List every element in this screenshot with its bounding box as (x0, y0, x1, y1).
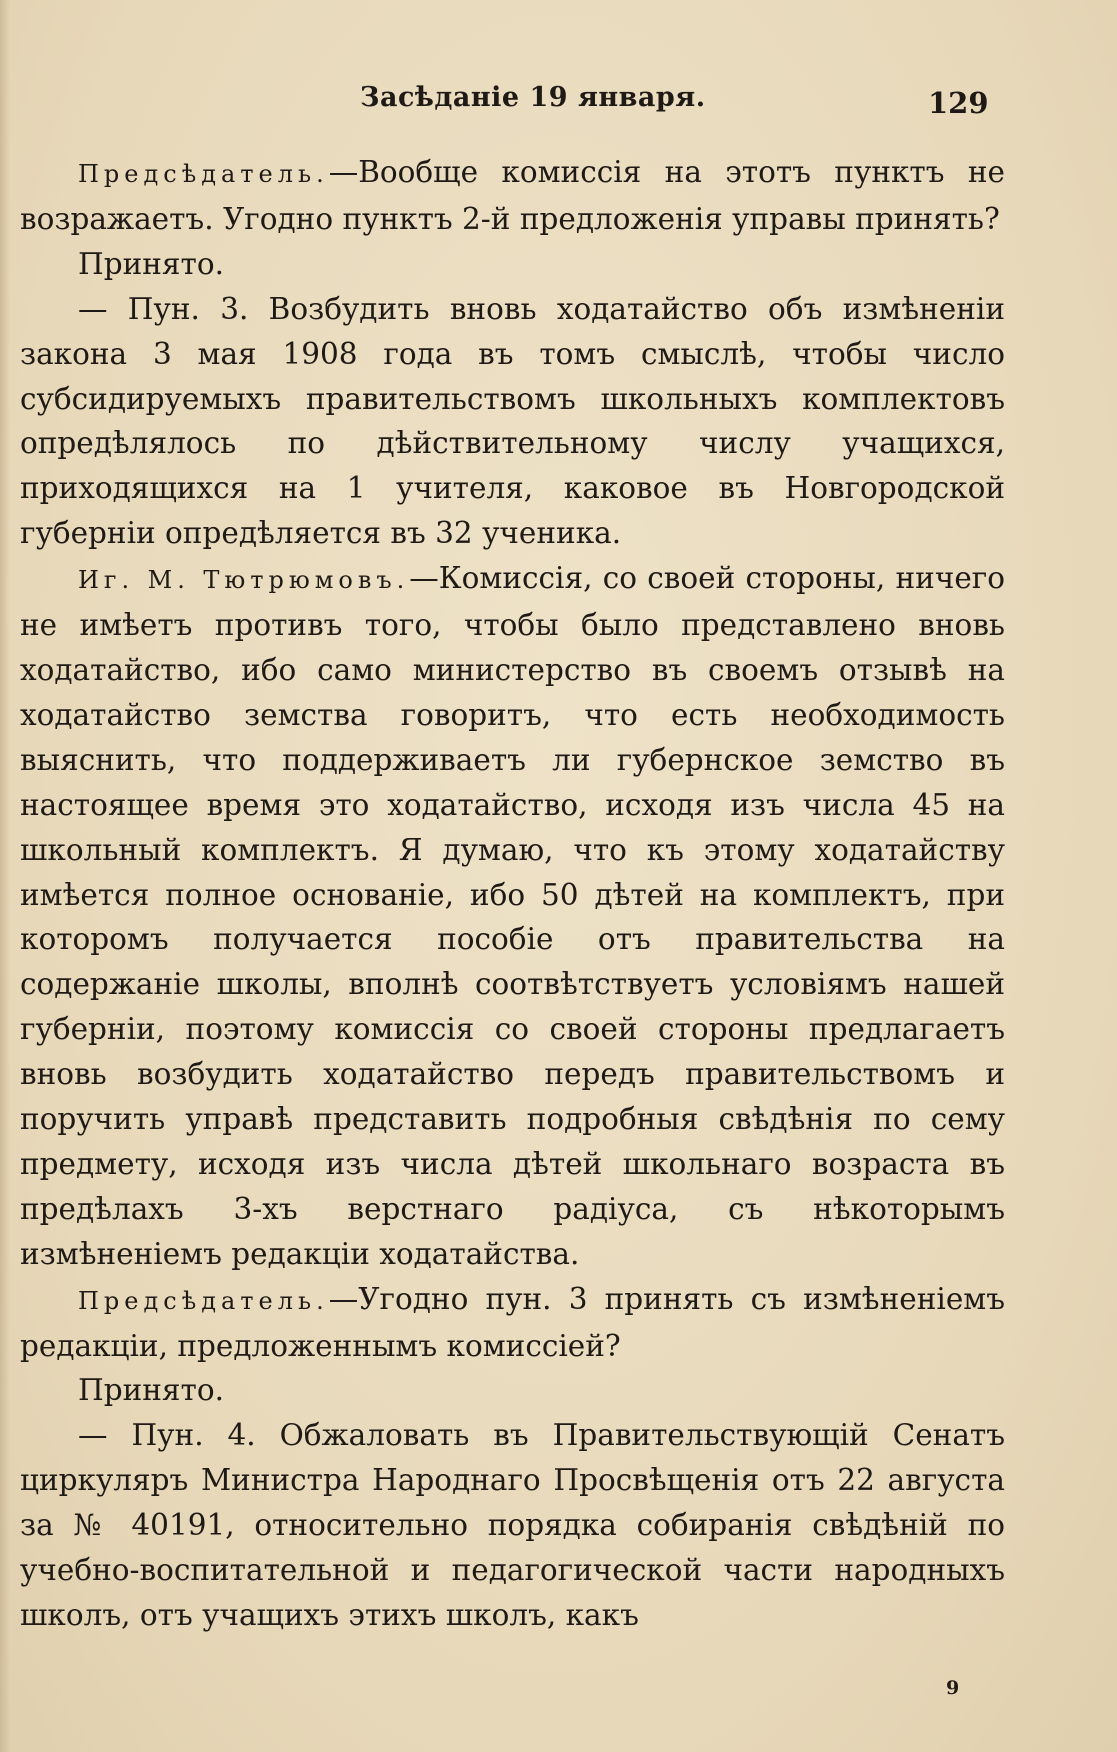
paragraph-text: —Вообще комиссія на этотъ пунктъ не возражаетъ. Угодно пунктъ 2-й предложенія управы принять? (20, 155, 1005, 236)
paragraph-point-4 (20, 1413, 1005, 1638)
paragraph-text: — Пун. 4. Обжаловать въ Правительствующій Сенатъ циркуляръ Министра Народнаго Просвѣщенія отъ 22 августа за № 40191, относительно порядка собиранія свѣдѣній по учебно-воспитательной и педагогической части народныхъ школъ, отъ учащихъ этихъ школъ, какъ (20, 1418, 1005, 1632)
page-edge (0, 0, 10, 1752)
running-title: Засѣданіе 19 января. (360, 82, 706, 113)
signature-mark: 9 (946, 1677, 960, 1699)
speaker-name: Предсѣдатель. (78, 160, 329, 188)
paragraph-tyutryumov (20, 556, 1005, 1277)
paragraph-accepted-1 (20, 242, 1005, 287)
paragraph-chairman-2 (20, 1277, 1005, 1369)
paragraph-text: —Угодно пун. 3 принять съ измѣненіемъ редакціи, предложеннымъ комиссіей? (20, 1281, 1005, 1363)
speaker-name: Иг. М. Тютрюмовъ. (78, 566, 410, 595)
paragraph-text: Принято. (78, 1373, 225, 1408)
paragraph-text: —Комиссія, со своей стороны, ничего не имѣетъ противъ того, чтобы было представлено вновь ходатайство, ибо само министерство въ своемъ отзывѣ на ходатайство земства говоритъ, что есть необходимость выяснить, что поддерживаетъ ли губернское земство въ настоящее время это ходатайство, исходя изъ числа 45 на школьный комплектъ. Я думаю, что къ этому ходатайству имѣется полное основаніе, ибо 50 дѣтей на комплектъ, при которомъ получается пособіе отъ правительства на содержаніе школы, вполнѣ соотвѣтствуетъ условіямъ нашей губерніи, поэтому комиссія со своей стороны предлагаетъ вновь возбудить ходатайство передъ правительствомъ и поручить управѣ представить подробныя свѣдѣнія по сему предмету, исходя изъ числа дѣтей школьнаго возраста въ предѣлахъ 3-хъ верстнаго радіуса, съ нѣкоторымъ измѣненіемъ редакціи ходатайства. (20, 561, 1005, 1271)
paragraph-text: Принято. (78, 246, 225, 281)
body-text (20, 150, 1005, 1638)
page-number: 129 (928, 86, 989, 120)
paragraph-accepted-2 (20, 1368, 1005, 1413)
paragraph-point-3 (20, 287, 1005, 556)
paragraph-text: — Пун. 3. Возбудить вновь ходатайство объ измѣненіи закона 3 мая 1908 года въ томъ смыслѣ, чтобы число субсидируемыхъ правительствомъ школьныхъ комплектовъ опредѣлялось по дѣйствительному числу учащихся, приходящихся на 1 учителя, каковое въ Новгородской губерніи опредѣляется въ 32 ученика. (20, 291, 1005, 551)
running-head (40, 82, 997, 122)
speaker-name: Предсѣдатель. (78, 1286, 329, 1315)
paragraph-chairman-1 (20, 150, 1005, 242)
